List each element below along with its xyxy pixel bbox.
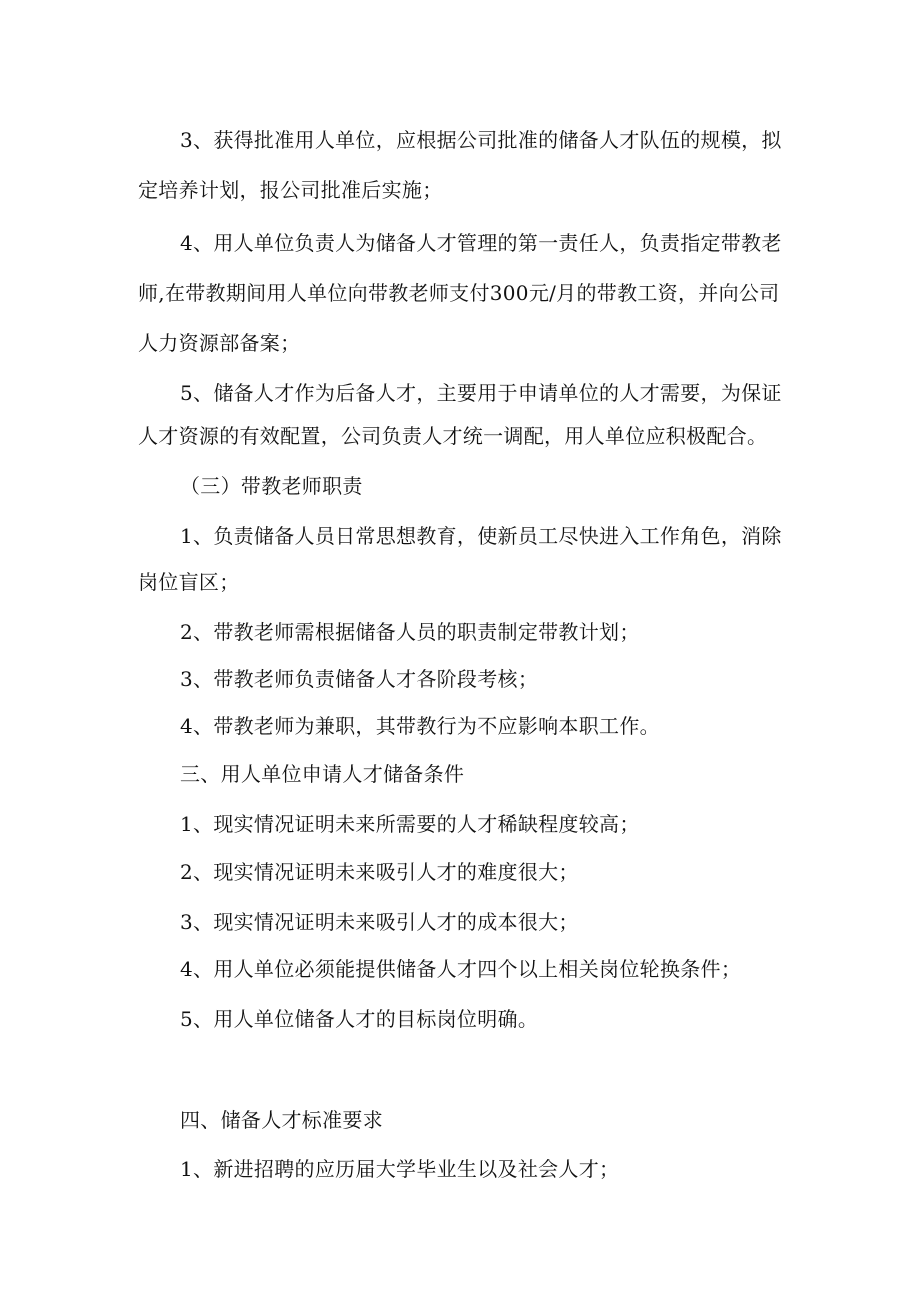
paragraph-4-line-3: 人力资源部备案； (138, 331, 301, 355)
condition-item-3: 3、现实情况证明未来吸引人才的成本很大； (180, 910, 579, 934)
mentor-item-2: 2、带教老师需根据储备人员的职责制定带教计划； (180, 620, 640, 644)
section-heading-mentor-duties: （三）带教老师职责 (180, 474, 363, 498)
condition-item-2: 2、现实情况证明未来吸引人才的难度很大； (180, 860, 579, 884)
mentor-item-1-line-2: 岗位盲区； (138, 570, 240, 594)
paragraph-4-line-1: 4、用人单位负责人为储备人才管理的第一责任人，负责指定带教老 (180, 231, 782, 255)
section-heading-talent-standards: 四、储备人才标准要求 (180, 1108, 383, 1132)
condition-item-4: 4、用人单位必须能提供储备人才四个以上相关岗位轮换条件； (180, 957, 742, 981)
paragraph-4-line-2: 师,在带教期间用人单位向带教老师支付300元/月的带教工资，并向公司 (138, 281, 780, 305)
standard-item-1: 1、新进招聘的应历届大学毕业生以及社会人才； (180, 1157, 620, 1181)
condition-item-1: 1、现实情况证明未来所需要的人才稀缺程度较高； (180, 812, 640, 836)
mentor-item-4: 4、带教老师为兼职，其带教行为不应影响本职工作。 (180, 714, 660, 738)
paragraph-3-line-1: 3、获得批准用人单位，应根据公司批准的储备人才队伍的规模，拟 (180, 128, 782, 152)
mentor-item-1-line-1: 1、负责储备人员日常思想教育，使新员工尽快进入工作角色，消除 (180, 524, 782, 548)
section-heading-reserve-conditions: 三、用人单位申请人才储备条件 (180, 762, 465, 786)
mentor-item-3: 3、带教老师负责储备人才各阶段考核； (180, 667, 539, 691)
condition-item-5: 5、用人单位储备人才的目标岗位明确。 (180, 1007, 539, 1031)
paragraph-5-line-1: 5、储备人才作为后备人才，主要用于申请单位的人才需要，为保证 (180, 381, 782, 405)
paragraph-5-line-2: 人才资源的有效配置，公司负责人才统一调配，用人单位应积极配合。 (138, 424, 768, 448)
paragraph-3-line-2: 定培养计划，报公司批准后实施； (138, 178, 443, 202)
